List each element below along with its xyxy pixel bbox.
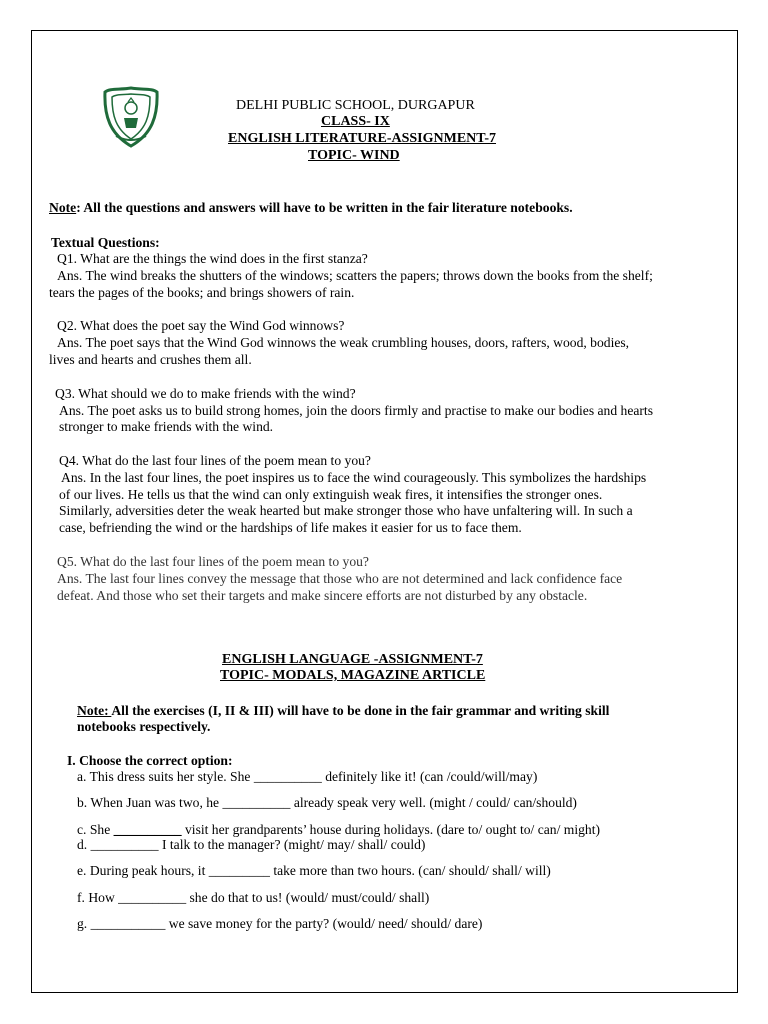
question-1: Q1. What are the things the wind does in the first stanza? xyxy=(57,251,368,266)
literature-note xyxy=(49,199,573,216)
language-assignment-title: ENGLISH LANGUAGE -ASSIGNMENT-7 xyxy=(222,652,483,667)
exercise-c-blank: __________ xyxy=(113,822,182,837)
literature-topic: TOPIC- WIND xyxy=(308,148,400,163)
answer-5-line-1: Ans. The last four lines convey the message that those who are not determined and lack confidence face xyxy=(57,571,623,586)
answer-5-line-2: defeat. And those who set their targets and make sincere efforts are not disturbed by any obstacle. xyxy=(57,588,588,603)
exercise-g: g. ___________ we save money for the party? (would/ need/ should/ dare) xyxy=(77,916,483,931)
exercise-c-prefix: c. She xyxy=(77,822,114,837)
exercise-a: a. This dress suits her style. She __________ definitely like it! (can /could/will/may) xyxy=(77,769,538,784)
textual-questions-heading: Textual Questions: xyxy=(51,235,160,250)
question-5: Q5. What do the last four lines of the poem mean to you? xyxy=(57,554,369,569)
school-name: DELHI PUBLIC SCHOOL, DURGAPUR xyxy=(236,98,475,113)
language-topic: TOPIC- MODALS, MAGAZINE ARTICLE xyxy=(220,668,486,683)
answer-4-line-1: Ans. In the last four lines, the poet inspires us to face the wind courageously. This symbolizes the hardships xyxy=(61,470,647,485)
answer-2-line-1: Ans. The poet says that the Wind God winnows the weak crumbling houses, doors, rafters, wood, bodies, xyxy=(57,335,630,350)
exercise-f: f. How __________ she do that to us! (would/ must/could/ shall) xyxy=(77,890,430,905)
note-label: Note xyxy=(49,200,77,215)
exercise-d: d. __________ I talk to the manager? (might/ may/ shall/ could) xyxy=(77,837,426,852)
answer-3-line-1: Ans. The poet asks us to build strong homes, join the doors firmly and practise to make our bodies and hearts xyxy=(59,403,653,418)
language-note-line-1 xyxy=(77,702,609,719)
answer-4-line-2: of our lives. He tells us that the wind can only extinguish weak fires, it intensifies the stronger ones. xyxy=(59,487,603,502)
note-text: : All the questions and answers will have to be written in the fair literature notebooks. xyxy=(76,200,573,215)
question-2: Q2. What does the poet say the Wind God winnows? xyxy=(57,318,345,333)
school-crest-logo xyxy=(102,86,160,148)
exercise-c-suffix: visit her grandparents’ house during holidays. (dare to/ ought to/ can/ might) xyxy=(181,822,601,837)
answer-3-line-2: stronger to make friends with the wind. xyxy=(59,419,274,434)
exercise-e: e. During peak hours, it _________ take more than two hours. (can/ should/ shall/ will) xyxy=(77,863,551,878)
class-title: CLASS- IX xyxy=(321,114,390,129)
question-4: Q4. What do the last four lines of the poem mean to you? xyxy=(59,453,371,468)
answer-1-line-1: Ans. The wind breaks the shutters of the windows; scatters the papers; throws down the books from the shelf; xyxy=(57,268,653,283)
section-1-heading: I. Choose the correct option: xyxy=(67,753,233,768)
language-note-text: All the exercises (I, II & III) will have to be done in the fair grammar and writing skill xyxy=(111,703,610,718)
answer-1-line-2: tears the pages of the books; and brings showers of rain. xyxy=(49,285,355,300)
answer-2-line-2: lives and hearts and crushes them all. xyxy=(49,352,252,367)
answer-4-line-4: case, befriending the wind or the hardships of life makes it easier for us to face them. xyxy=(59,520,522,535)
language-note-line-2: notebooks respectively. xyxy=(77,719,211,734)
question-3: Q3. What should we do to make friends with the wind? xyxy=(55,386,356,401)
exercise-b: b. When Juan was two, he __________ already speak very well. (might / could/ can/should) xyxy=(77,795,577,810)
answer-4-line-3: Similarly, adversities deter the weak hearted but make stronger those who have unfaltering will. In such a xyxy=(59,503,633,518)
language-note-label: Note: xyxy=(77,703,112,718)
literature-assignment-title: ENGLISH LITERATURE-ASSIGNMENT-7 xyxy=(228,131,497,146)
